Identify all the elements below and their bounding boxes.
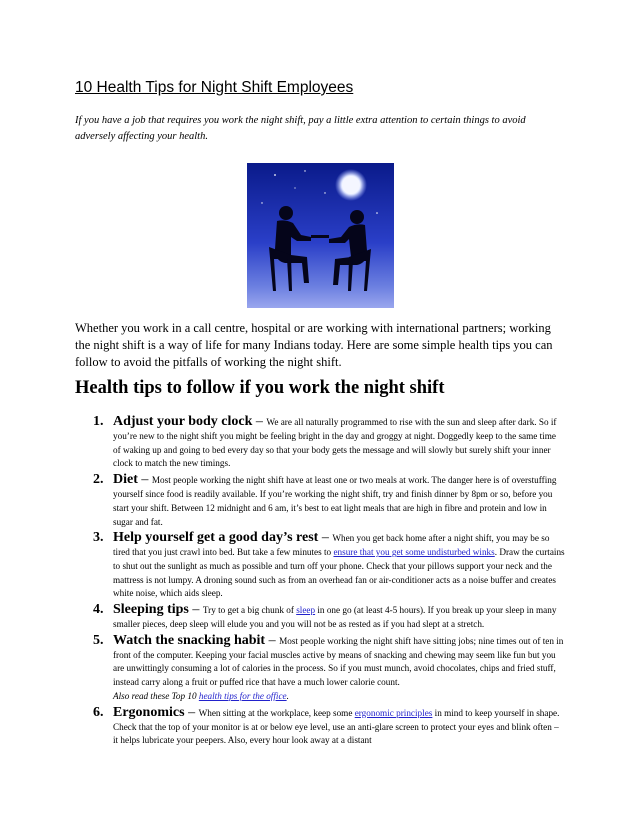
health-tips-list (95, 413, 565, 748)
tip-number: 1. (93, 414, 104, 429)
list-item (95, 632, 565, 704)
tip-number: 6. (93, 704, 104, 720)
tip-number: 4. (93, 602, 104, 618)
tip-text: in one go (at least 4-5 hours). If you break up your sleep in many smaller pieces, deep sleep will elude you and you will not be as rested as if you had slept at a stretch. (113, 605, 557, 630)
tip-number: 5. (93, 632, 104, 648)
also-read-end: . (286, 690, 289, 701)
night-conversation-illustration (247, 163, 394, 308)
sleep-link[interactable]: sleep (296, 605, 316, 616)
tip-text: Try to get a big chunk of (202, 605, 297, 616)
document-title: 10 Health Tips for Night Shift Employees (75, 79, 354, 96)
list-item (95, 413, 565, 471)
also-read-note (113, 691, 289, 701)
intro-text: If you have a job that requires you work the night shift, pay a little extra attention to certain things to avoid adversely affecting your health. (75, 115, 526, 142)
tip-heading: Diet (113, 472, 138, 488)
list-item (95, 529, 565, 601)
list-item (95, 704, 565, 748)
tip-heading: Help yourself get a good day’s rest (113, 530, 319, 546)
undisturbed-winks-link[interactable]: ensure that you get some undisturbed winks (333, 547, 495, 558)
tip-dash: – (188, 602, 203, 618)
intro-paragraph: Whether you work in a call centre, hospital or are working with international partners; working the night shift is a way of life for many Indians today. Here are some simple health tips you can follow to avoid the pitfalls of working the night shift. (75, 321, 553, 369)
tip-heading: Sleeping tips (113, 602, 189, 618)
section-heading: Health tips to follow if you work the night shift (75, 378, 445, 398)
office-health-tips-link[interactable]: health tips for the office (198, 690, 287, 701)
also-read-text: Also read these Top 10 (113, 690, 199, 701)
tip-dash: – (137, 472, 152, 488)
tip-text: . Draw the curtains to shut out the sunlight as much as possible and turn off your phone. Check that your pillows support your neck and the mattress is not lumpy. A droning sound such as from an overhead fan or air-conditioner acts as a noise buffer and creates white noise, which aids sleep. (113, 547, 565, 599)
tip-dash: – (265, 632, 280, 648)
tip-dash: – (184, 704, 199, 720)
tip-text: We are all naturally programmed to rise with the sun and sleep after dark. So if you’re new to the night shift you might be feeling bright in the day and groggy at night. Doggedly keep to the same time of waking up and going to bed every day so that your body gets the message and will slowly but surely shift your inner clock to match the new timings. (113, 417, 557, 469)
tip-dash: – (252, 414, 267, 429)
tip-text: Most people working the night shift have at least one or two meals at work. The danger here is of overstuffing yourself since food is readily available. If you’re working the night shift, try and finish dinner by 8pm or so, before you start your shift. Between 12 midnight and 6 am, it’s best to eat light meals that are high in fibre and protein and low in sugar and fat. (113, 475, 557, 527)
tip-text: Most people working the night shift have sitting jobs; nine times out of ten in front of the computer. Keeping your facial muscles active by means of snacking and chewing may seem like fun but you are unwittingly consuming a lot of calories in the process. So if you must munch, avoid chocolates, chips and fried stuff, instead carry along a fruit or puffed rice that have a much lower calorie count. (113, 635, 564, 688)
tip-number: 2. (93, 472, 104, 488)
tip-text: in mind to keep yourself in shape. Check that the top of your monitor is at or below eye level, use an anti-glare screen to protect your eyes and blink often – it helps lubricate your peepers. Also, every hour look away at a distant (113, 707, 560, 746)
list-item (95, 601, 565, 632)
tip-number: 3. (93, 530, 104, 546)
tip-heading: Adjust your body clock (113, 414, 253, 429)
tip-text: When you get back home after a night shift, you may be so tired that you just crawl into bed. But take a few minutes to (113, 533, 550, 558)
list-item (95, 471, 565, 529)
tip-heading: Ergonomics (113, 704, 185, 720)
tip-text: When sitting at the workplace, keep some (198, 707, 355, 718)
tip-dash: – (318, 530, 333, 546)
tip-heading: Watch the snacking habit (113, 632, 266, 648)
ergonomic-principles-link[interactable]: ergonomic principles (354, 707, 433, 718)
